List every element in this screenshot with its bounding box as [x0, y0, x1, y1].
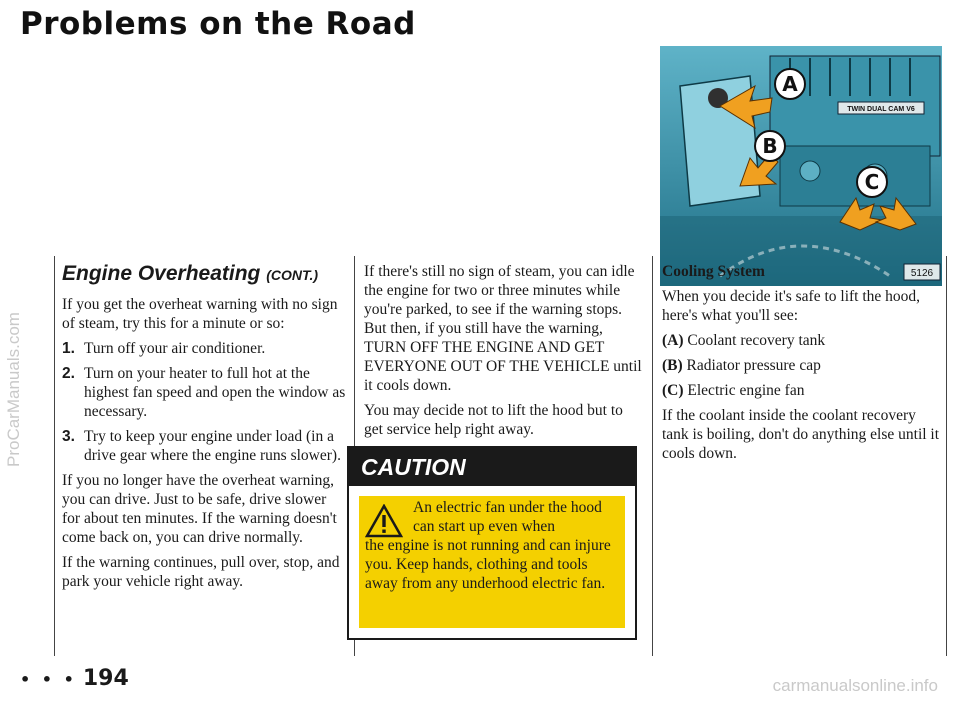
page-number-value: 194: [82, 666, 129, 691]
section-heading: [62, 262, 346, 287]
right-column-rule: [652, 256, 653, 656]
steps-list: [62, 339, 346, 465]
bottom-watermark: carmanualsonline.info: [772, 676, 938, 695]
step-number: 1.: [62, 340, 75, 357]
cooling-intro: When you decide it's safe to lift the hood, here's what you'll see:: [662, 288, 921, 324]
component-key: (C): [662, 382, 684, 399]
component-item: [662, 381, 940, 400]
warning-continues-paragraph: If the warning continues, pull over, stop, and park your vehicle right away.: [62, 554, 340, 590]
step-number: 3.: [62, 428, 75, 445]
heading-suffix: (CONT.): [266, 267, 319, 283]
step-text: Turn on your heater to full hot at the highest fan speed and open the window as necessary.: [84, 365, 346, 420]
component-item: [662, 331, 940, 350]
component-key: (B): [662, 357, 683, 374]
engine-illustration: [660, 46, 942, 286]
component-text: Radiator pressure cap: [686, 357, 821, 374]
hood-paragraph: You may decide not to lift the hood but to get service help right away.: [364, 402, 623, 438]
figure-code: 5126: [910, 268, 934, 279]
step-item: [62, 364, 346, 421]
page-number: [20, 666, 129, 691]
component-text: Electric engine fan: [687, 382, 805, 399]
caution-label: CAUTION: [349, 448, 635, 486]
caution-box: [347, 446, 637, 640]
caution-text-first: An electric fan under the hood can start up even when: [413, 499, 602, 535]
step-number: 2.: [62, 365, 75, 382]
engine-plate-text: TWIN DUAL CAM V6: [847, 106, 915, 113]
step-text: Turn off your air conditioner.: [84, 340, 266, 357]
boiling-paragraph: If the coolant inside the coolant recovery tank is boiling, don't do anything else until it cools down.: [662, 407, 940, 462]
step-text: Try to keep your engine under load (in a drive gear where the engine runs slower).: [84, 428, 341, 464]
far-right-rule: [946, 256, 947, 656]
step-item: [62, 427, 346, 465]
middle-column: [364, 262, 644, 445]
intro-paragraph: If you get the overheat warning with no sign of steam, try this for a minute or so:: [62, 296, 338, 332]
callout-a-label: A: [782, 72, 798, 96]
caution-body: [359, 496, 625, 628]
callout-c-label: C: [864, 170, 880, 194]
heading-text: Engine Overheating: [62, 262, 261, 285]
right-column: [662, 262, 940, 469]
component-text: Coolant recovery tank: [687, 332, 826, 349]
cooling-system-heading: Cooling System: [662, 263, 765, 280]
engine-compartment-photo: [660, 46, 942, 286]
page-title: Problems on the Road: [20, 6, 416, 42]
caution-text-rest: the engine is not running and can injure you. Keep hands, clothing and tools away from any underhood electric fan.: [365, 537, 611, 592]
steam-paragraph: If there's still no sign of steam, you can idle the engine for two or three minutes while you're parked, to see if the warning stops. But then, if you still have the warning, TURN OFF THE ENGINE AND GET EVERYONE OUT OF THE VEHICLE until it cools down.: [364, 263, 642, 394]
caution-text: [365, 498, 621, 593]
side-watermark: ProCarManuals.com: [4, 312, 23, 468]
step-item: [62, 339, 346, 358]
left-column: [62, 262, 346, 597]
component-item: [662, 356, 940, 375]
no-warning-paragraph: If you no longer have the overheat warning, you can drive. Just to be safe, drive slower for about ten minutes. If the warning doesn't come back on, you can drive normally.: [62, 472, 337, 546]
component-key: (A): [662, 332, 684, 349]
left-column-rule: [54, 256, 55, 656]
page-number-prefix: • • •: [20, 670, 77, 689]
callout-b-label: B: [762, 134, 778, 158]
